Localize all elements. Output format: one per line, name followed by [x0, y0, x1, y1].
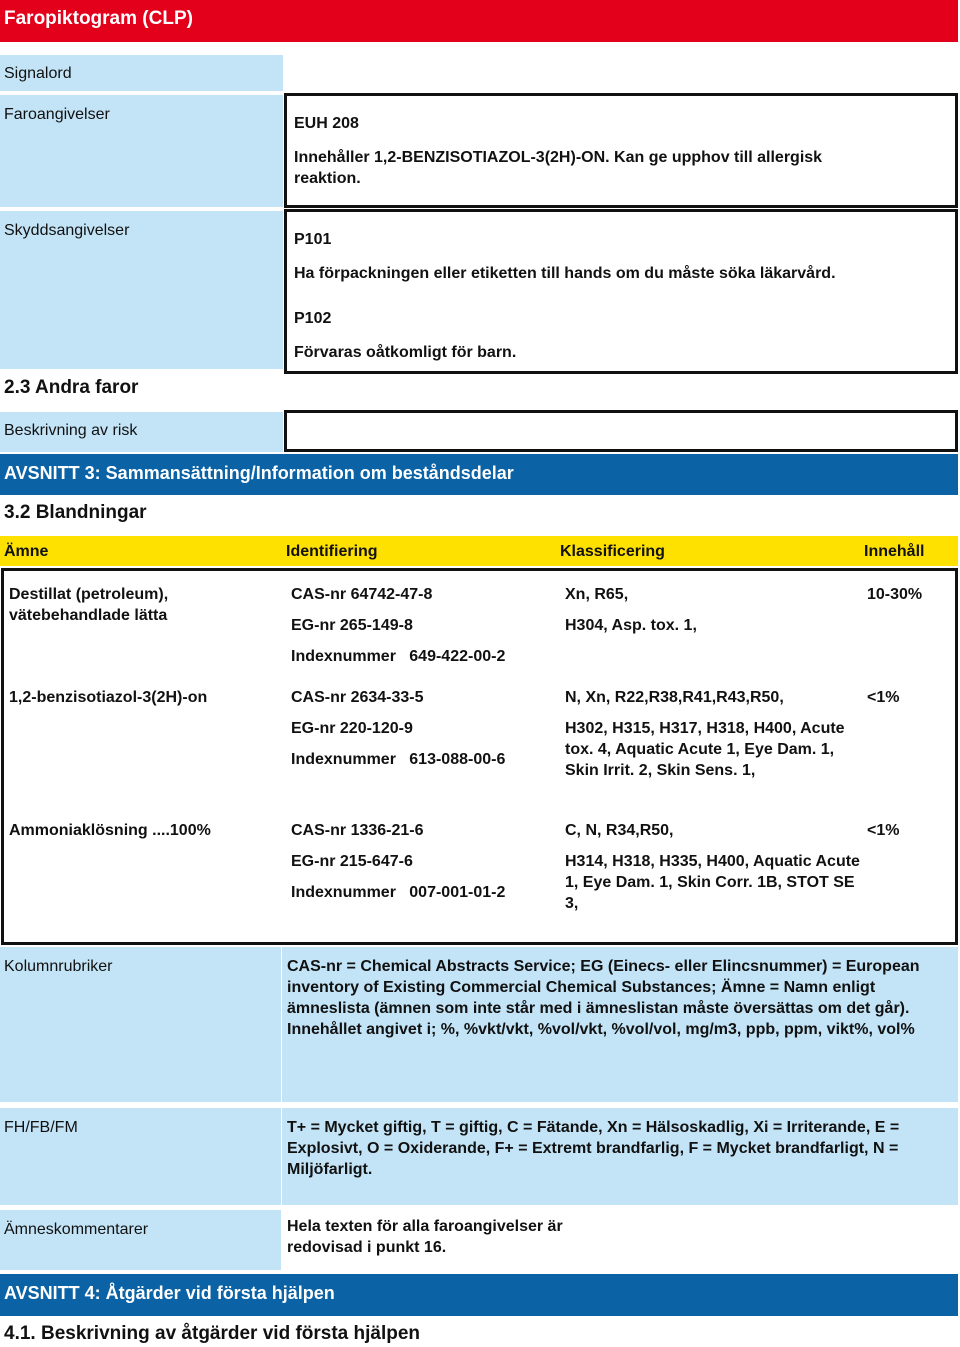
column-identification: Identifiering [286, 543, 378, 560]
table-row-2-class2: H302, H315, H317, H318, H400, Acute tox. 4, Aquatic Acute 1, Eye Dam. 1, Skin Irrit. 2, Skin Sens. 1, [565, 720, 845, 779]
table-row-1-eg: EG-nr 265-149-8 [291, 617, 413, 634]
column-classification: Klassificering [560, 543, 665, 560]
first-aid-subtitle: 4.1. Beskrivning av åtgärder vid första hjälpen [4, 1323, 421, 1344]
precaution-code-2: P102 [294, 310, 332, 327]
precaution-statements-label: Skyddsangivelser [0, 211, 283, 369]
table-row-3-index: Indexnummer 007-001-01-2 [291, 884, 506, 901]
signal-word-label: Signalord [0, 55, 283, 91]
precaution-statements-box [284, 209, 958, 374]
precaution-text-1: Ha förpackningen eller etiketten till hands om du måste söka läkarvård. [294, 265, 836, 282]
column-headings-text: CAS-nr = Chemical Abstracts Service; EG (Einecs- eller Elincsnummer) = European inventory of Existing Commercial Chemical Substances; Ämne = Namn enligt ämneslista (ämnen som inte står med i ämneslistan måste översättas om det går). Innehållet angivet i; %, %vkt/vkt, %vol/vkt, %vol/vol, mg/m3, ppb, ppm, vikt%, vol% [282, 947, 958, 1102]
substance-comments-text: Hela texten för alla faroangivelser är redovisad i punkt 16. [282, 1210, 622, 1270]
hazard-text: Innehåller 1,2-BENZISOTIAZOL-3(2H)-ON. Kan ge upphov till allergisk reaktion. [294, 149, 823, 187]
table-row-2-name: 1,2-benzisotiazol-3(2H)-on [9, 689, 208, 706]
hazard-statements-label: Faroangivelser [0, 95, 283, 207]
column-substance: Ämne [4, 543, 49, 560]
section-2-header: Faropiktogram (CLP) [0, 0, 958, 42]
table-header [0, 536, 958, 566]
table-row-1-name: Destillat (petroleum), vätebehandlade lätta [9, 586, 169, 624]
fh-text: T+ = Mycket giftig, T = giftig, C = Fätande, Xn = Hälsoskadlig, Xi = Irriterande, E = Explosivt, O = Oxiderande, F+ = Extremt brandfarlig, F = Mycket brandfarligt, N = Miljöfarligt. [282, 1108, 958, 1205]
precaution-code-1: P101 [294, 231, 332, 248]
risk-description-label: Beskrivning av risk [0, 412, 283, 452]
table-row-1-index: Indexnummer 649-422-00-2 [291, 648, 506, 665]
table-row-1-class1: Xn, R65, [565, 586, 629, 603]
table-row-3-content: <1% [867, 822, 900, 839]
table-row-2-cas: CAS-nr 2634-33-5 [291, 689, 424, 706]
table-row-1-content: 10-30% [867, 586, 923, 603]
section-3-header: AVSNITT 3: Sammansättning/Information om beståndsdelar [0, 454, 958, 495]
table-row-1-cas: CAS-nr 64742-47-8 [291, 586, 433, 603]
table-row-2-class1: N, Xn, R22,R38,R41,R43,R50, [565, 689, 784, 706]
hazard-statements-box [284, 93, 958, 208]
table-row-3-class2: H314, H318, H335, H400, Aquatic Acute 1, Eye Dam. 1, Skin Corr. 1B, STOT SE 3, [565, 853, 860, 912]
other-hazards-title: 2.3 Andra faror [4, 377, 139, 398]
fh-label: FH/FB/FM [0, 1108, 281, 1205]
precaution-text-2: Förvaras oåtkomligt för barn. [294, 344, 517, 361]
column-headings-label: Kolumnrubriker [0, 947, 281, 1102]
mixtures-table [1, 568, 958, 945]
table-row-3-name: Ammoniaklösning ....100% [9, 822, 211, 839]
table-row-1-class2: H304, Asp. tox. 1, [565, 617, 697, 634]
table-row-3-class1: C, N, R34,R50, [565, 822, 674, 839]
table-row-2-index: Indexnummer 613-088-00-6 [291, 751, 506, 768]
table-row-3-eg: EG-nr 215-647-6 [291, 853, 413, 870]
column-content: Innehåll [864, 543, 925, 560]
risk-description-box [284, 410, 958, 452]
substance-comments-label: Ämneskommentarer [0, 1210, 281, 1270]
table-row-2-eg: EG-nr 220-120-9 [291, 720, 413, 737]
table-row-2-content: <1% [867, 689, 900, 706]
hazard-code: EUH 208 [294, 115, 359, 132]
mixtures-title: 3.2 Blandningar [4, 502, 147, 523]
table-row-3-cas: CAS-nr 1336-21-6 [291, 822, 424, 839]
section-4-header: AVSNITT 4: Åtgärder vid första hjälpen [0, 1274, 958, 1316]
